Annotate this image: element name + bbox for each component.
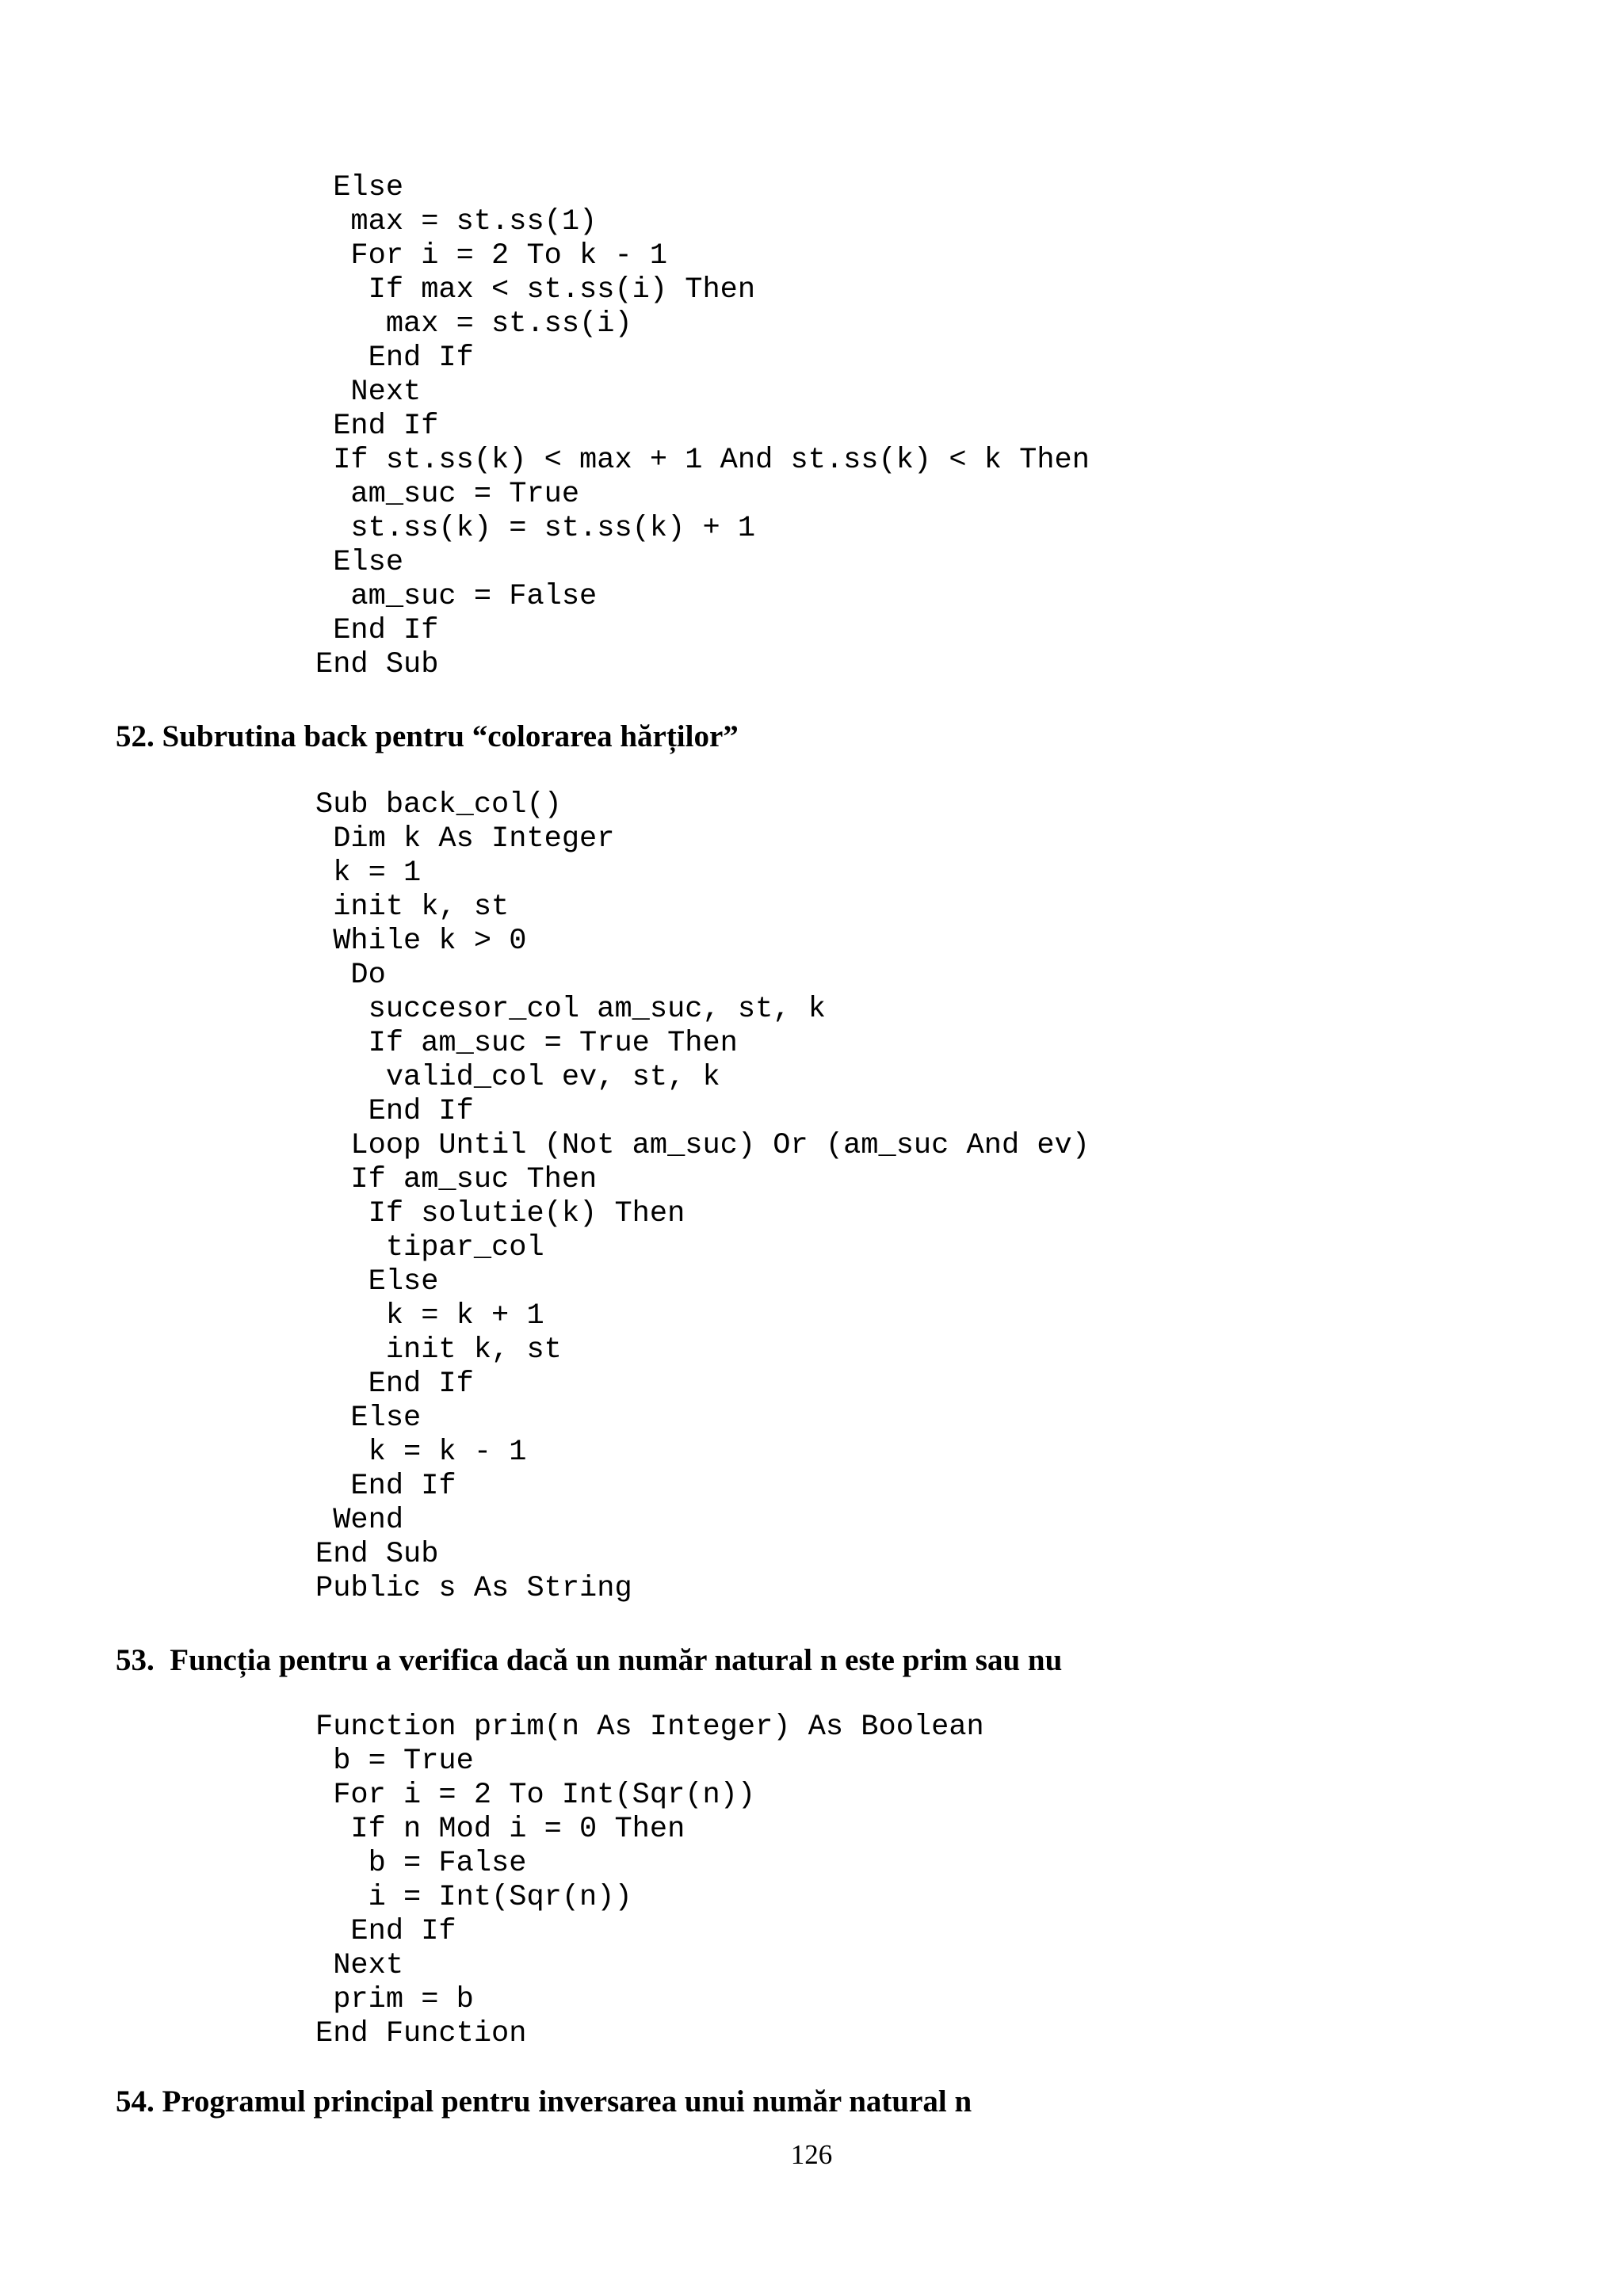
code-line: valid_col ev, st, k (315, 1061, 720, 1094)
code-line: End If (315, 1095, 474, 1128)
code-line: End If (315, 1367, 474, 1401)
code-line: i = Int(Sqr(n)) (315, 1881, 632, 1914)
code-line: max = st.ss(1) (315, 205, 598, 238)
code-line: am_suc = True (315, 478, 580, 511)
code-line: If am_suc Then (315, 1163, 598, 1196)
code-line: Public s As String (315, 1572, 632, 1605)
code-line: b = True (315, 1745, 474, 1778)
code-block (315, 171, 1090, 682)
section-heading: 52. Subrutina back pentru “colorarea hărților” (116, 719, 739, 753)
code-line: max = st.ss(i) (315, 307, 632, 341)
code-line: Else (315, 1265, 439, 1299)
code-line: End Sub (315, 648, 439, 681)
code-line: init k, st (315, 891, 510, 924)
code-line: Else (315, 1402, 422, 1435)
code-line: End Sub (315, 1538, 439, 1571)
code-line: For i = 2 To k - 1 (315, 239, 668, 273)
code-line: Next (315, 1949, 404, 1982)
code-line: Wend (315, 1504, 404, 1537)
code-line: While k > 0 (315, 925, 527, 958)
code-line: End If (315, 410, 439, 443)
code-line: prim = b (315, 1983, 474, 2016)
section-heading: 54. Programul principal pentru inversarea unui număr natural n (116, 2084, 972, 2119)
code-line: Else (315, 171, 404, 204)
page-number: 126 (790, 2139, 833, 2170)
code-line: If solutie(k) Then (315, 1197, 685, 1230)
section-heading: 53. Funcția pentru a verifica dacă un număr natural n este prim sau nu (116, 1643, 1063, 1677)
code-block (315, 1711, 984, 2051)
code-line: Loop Until (Not am_suc) Or (am_suc And ev) (315, 1129, 1090, 1162)
code-line: If n Mod i = 0 Then (315, 1813, 685, 1846)
code-line: Next (315, 376, 422, 409)
code-line: Dim k As Integer (315, 822, 615, 856)
code-line: If st.ss(k) < max + 1 And st.ss(k) < k Then (315, 444, 1090, 477)
code-line: st.ss(k) = st.ss(k) + 1 (315, 512, 756, 545)
code-block (315, 788, 1090, 1606)
code-line: End If (315, 614, 439, 647)
code-line: succesor_col am_suc, st, k (315, 993, 826, 1026)
code-line: If max < st.ss(i) Then (315, 273, 756, 307)
code-line: End Function (315, 2017, 527, 2050)
code-line: init k, st (315, 1333, 562, 1367)
code-line: k = 1 (315, 856, 422, 890)
code-line: tipar_col (315, 1231, 544, 1264)
code-line: k = k + 1 (315, 1299, 544, 1333)
code-line: Else (315, 546, 404, 579)
code-line: For i = 2 To Int(Sqr(n)) (315, 1779, 756, 1812)
code-line: k = k - 1 (315, 1436, 527, 1469)
code-line: End If (315, 1915, 456, 1948)
code-line: End If (315, 341, 474, 375)
code-line: am_suc = False (315, 580, 598, 613)
code-line: b = False (315, 1847, 527, 1880)
code-line: End If (315, 1470, 456, 1503)
code-line: Sub back_col() (315, 788, 562, 822)
code-line: Do (315, 959, 386, 992)
code-line: Function prim(n As Integer) As Boolean (315, 1711, 984, 1744)
code-line: If am_suc = True Then (315, 1027, 738, 1060)
